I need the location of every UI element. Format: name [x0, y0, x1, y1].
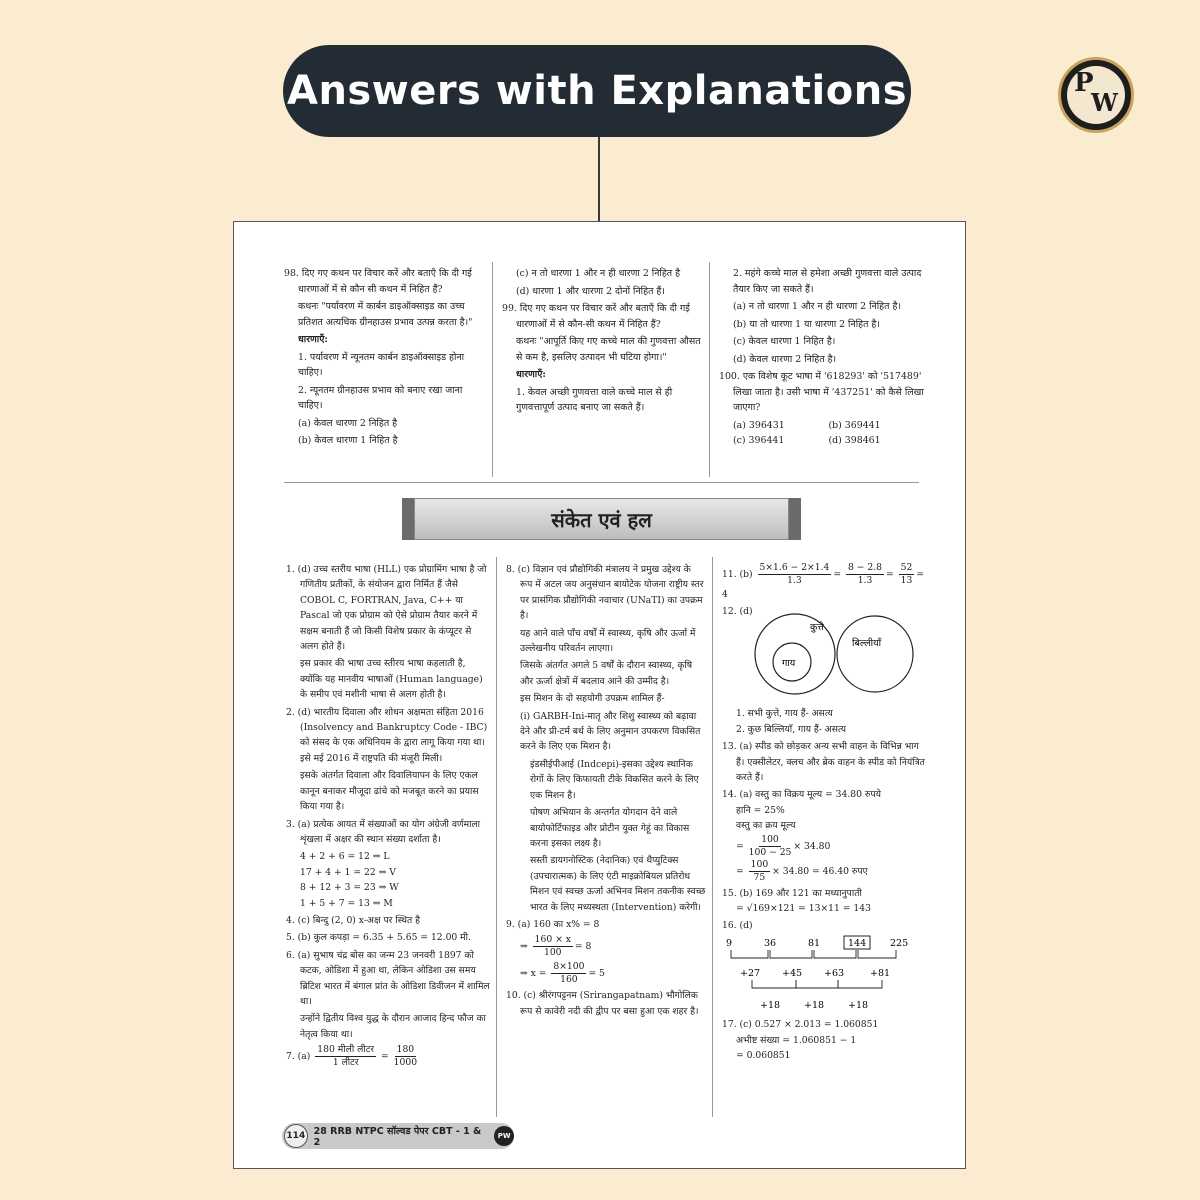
- footer-logo: PW: [494, 1126, 514, 1146]
- page-number: 114: [284, 1124, 308, 1148]
- ans-9: 9. (a) 160 का x% = 8: [506, 918, 600, 930]
- ans-8-p6: इंडसीईपीआई (Indcepi)-इसका उद्देश्य स्थानिक रोगों के लिए किफायती टीके विकसित करने के लिए एक मिशन है।: [530, 758, 699, 801]
- ans-14-eq2: = $\frac{100}{75}$ × 34.80 = 46.40 रुपए: [736, 858, 868, 883]
- ans-12-venn: [722, 604, 927, 706]
- q98-assumptions-label: धारणाएँ:: [298, 334, 328, 345]
- ans-14-r1: × 34.80: [793, 840, 831, 852]
- ans-14-n2: 100: [750, 858, 769, 870]
- q99-opt-c: (c) केवल धारणा 1 निहित है।: [733, 336, 836, 347]
- second-diff-3: +18: [848, 999, 869, 1011]
- venn-diagram: [722, 604, 922, 706]
- ans-14-l3: वस्तु का क्रय मूल्य: [736, 820, 796, 832]
- ans-15-l1: 15. (b) 169 और 121 का मध्यानुपाती: [722, 887, 862, 899]
- ans-3-eq2: 17 + 4 + 1 = 22 ⇒ V: [300, 866, 396, 878]
- ans-9-eq2: ⇒ x = $\frac{8\times 100}{160}$ = 5: [520, 961, 605, 986]
- cow-label: गाय: [782, 658, 796, 670]
- answers-divider-2: [712, 557, 713, 1117]
- footer-title: 28 RRB NTPC सॉल्वड पेपर CBT - 1 & 2: [313, 1126, 482, 1148]
- ans-11: 11. (b) $\frac{5\times 1.6 - 2\times 1.4}{1.3}$ = $\frac{8 - 2.8}{1.3}$ = $\frac{52}{13}$ = 4: [722, 562, 925, 600]
- ans-6: 6. (a) सुभाष चंद्र बोस का जन्म 23 जनवरी 1897 को कटक, ओडिशा में हुआ था, लेकिन ओडिशा उस समय ब्रिटिश भारत में बंगाल प्रांत के ओडिशा डिवीजन में शामिल था।: [286, 949, 490, 1007]
- ans-14-n1: 100: [761, 833, 779, 845]
- q100-opt-d: (d) 398461: [828, 435, 881, 446]
- ans-8-p2: यह आने वाले पाँच वर्षों में स्वास्थ्य, कृषि और ऊर्जा में उल्लेखनीय परिवर्तन लाएगा।: [520, 627, 696, 655]
- ribbon-left-edge: [402, 498, 414, 540]
- q98-opt-c: (c) न तो धारणा 1 और न ही धारणा 2 निहित है: [516, 268, 681, 279]
- dog-label: कुत्ते: [810, 622, 824, 634]
- page-footer: [282, 1123, 514, 1149]
- ans-14-d1: 100 − 25: [748, 846, 792, 858]
- ans-7: 7. (a) $\frac{\text{180 मीली लीटर}}{\text{1 लीटर}}$ = $\frac{180}{1000}$: [286, 1044, 418, 1069]
- second-diff-1: +18: [760, 999, 781, 1011]
- cat-circle: [837, 616, 913, 692]
- ans-9-num2: 8×100: [553, 961, 585, 973]
- series-diagram: [722, 934, 927, 1012]
- ans-7-prefix: 7. (a): [286, 1051, 311, 1063]
- ans-14-d2: 75: [753, 871, 766, 883]
- connector-line: [598, 137, 600, 231]
- ans-3-eq3: 8 + 12 + 3 = 23 ⇒ W: [300, 882, 399, 894]
- term-3: 81: [808, 937, 821, 949]
- ans-14-eq1: = $\frac{100}{100 - 25}$ × 34.80: [736, 833, 831, 858]
- ans-9-den2: 160: [560, 974, 578, 986]
- banner-title: Answers with Explanations: [287, 68, 907, 114]
- ans-9-den1: 100: [543, 947, 562, 959]
- top-col-3: [719, 266, 924, 449]
- ans-1: 1. (d) उच्च स्तरीय भाषा (HLL) एक प्रोग्रामिंग भाषा है जो गणितीय प्रतीकों, के संयोजन द्वारा निर्मित हैं जैसे COBOL C, FORTRAN, Java, C++ या Pascal जो एक प्रोग्राम को ऐसे प्रोग्राम तैयार करने में सक्षम बनाती हैं जो किसी विशेष प्रकार के कंप्यूटर से अलग होते हैं।: [286, 564, 487, 653]
- diff-2: +45: [782, 967, 803, 979]
- ans-11-n1: 5×1.6 − 2×1.4: [759, 562, 830, 573]
- ans-1-cont: इस प्रकार की भाषा उच्च स्तीरय भाषा कहलाती है, क्योंकि यह मानवीय भाषाओं (Human language) के समीप एवं मशीनी भाषा से अलग होती है।: [300, 658, 483, 701]
- top-col-2: [502, 266, 704, 418]
- ans-8-p4: इस मिशन के दो सहयोगी उपक्रम शामिल हैं-: [520, 693, 665, 705]
- ans-11-d1: 1.3: [787, 575, 802, 586]
- ans-7-den1: 1 लीटर: [332, 1057, 359, 1069]
- q98-opt-b: (b) केवल धारणा 1 निहित है: [298, 435, 398, 446]
- q99-opt-b: (b) या तो धारणा 1 या धारणा 2 निहित है।: [733, 318, 880, 330]
- q98-statement: कथनः "पर्यावरण में कार्बन डाइऑक्साइड का उच्च प्रतिशत अत्यधिक ग्रीनहाउस प्रभाव उत्पन्न करता है।": [298, 301, 473, 328]
- diff-4: +81: [870, 967, 891, 979]
- section-title: संकेत एवं हल: [414, 498, 789, 540]
- ans-7-num2: 180: [396, 1044, 415, 1056]
- q100-options: [719, 418, 924, 449]
- ribbon-right-edge: [789, 498, 801, 540]
- ans-5: 5. (b) कुल कपड़ा = 6.35 + 5.65 = 12.00 मी.: [286, 932, 471, 944]
- ans-15-l2: = √169×121 = 13×11 = 143: [736, 903, 871, 915]
- ans-6-cont: उन्होंने द्वितीय विश्व युद्ध के दौरान आजाद हिन्द फौज का नेतृत्व किया था।: [300, 1013, 486, 1040]
- q99-assumptions-label: धारणाएँ:: [516, 369, 546, 380]
- ans-9-eq1: ⇒ $\frac{160 \times x}{100}$ = 8: [520, 934, 592, 959]
- ans-11-prefix: 11. (b): [722, 569, 753, 580]
- q99-opt-d: (d) केवल धारणा 2 निहित है।: [733, 353, 837, 365]
- q98-opt-d: (d) धारणा 1 और धारणा 2 दोनों निहित हैं।: [516, 285, 665, 297]
- ans-2-cont: इसके अंतर्गत दिवाला और दिवालियापन के लिए एकल कानून बनाकर मौजूदा ढांचे को मजबूत करने का प्रयास किया गया है।: [300, 770, 479, 813]
- term-2: 36: [764, 937, 777, 949]
- q100-opt-c: (c) 396441: [733, 435, 785, 446]
- ans-2: 2. (d) भारतीय दिवाला और शोधन अक्षमता संहिता 2016 (Insolvency and Bankruptcy Code - IBC) को संसद के एक अधिनियम के द्वारा लागू किया गया था। इसे मई 2016 में राष्ट्रपति की मंजूरी मिली।: [286, 706, 488, 764]
- ans-11-d2: 1.3: [857, 575, 873, 586]
- q98-opt-a: (a) केवल धारणा 2 निहित है: [298, 417, 398, 429]
- ans-14-l1: 14. (a) वस्तु का विक्रय मूल्य = 34.80 रुपये: [722, 789, 881, 801]
- ans-8-p7: पोषण अभियान के अन्तर्गत योगदान देने वाले बायोफोर्टिफाइड और प्रोटीन युक्त गेहूं का विकास करना इसका लक्ष्य है।: [530, 807, 690, 849]
- ans-4: 4. (c) बिन्दु (2, 0) x-अक्ष पर स्थित है: [286, 914, 421, 926]
- q99-statement: कथनः "आपूर्ति किए गए कच्चे माल की गुणवत्ता औसत से कम है, इसलिए उत्पादन भी घटिया होगा।": [516, 336, 701, 363]
- second-diff-2: +18: [804, 999, 825, 1011]
- q99-a2: 2. महंगे कच्चे माल से हमेशा अच्छी गुणवत्ता वाले उत्पाद तैयार किए जा सकते हैं।: [733, 268, 922, 295]
- answers-col-2: [506, 562, 706, 1021]
- ans-17-l2: अभीष्ट संख्या = 1.060851 − 1: [736, 1034, 857, 1046]
- top-divider-1: [492, 262, 493, 477]
- answers-divider-1: [496, 557, 497, 1117]
- ans-12-prefix: 12. (d): [722, 606, 753, 618]
- answers-col-3: [722, 562, 927, 1064]
- q100-opt-a: (a) 396431: [733, 419, 785, 431]
- ans-16-prefix: 16. (d): [722, 920, 753, 932]
- ans-10: 10. (c) श्रीरंगपट्टनम (Srirangapatnam) भौगोलिक रूप से कावेरी नदी की द्वीप पर बसा हुआ एक शहर है।: [506, 990, 699, 1017]
- ans-13: 13. (a) स्पीड को छोड़कर अन्य सभी वाहन के विभिन्न भाग हैं। एक्सीलेटर, क्लच और ब्रेक वाहन के स्पीड को नियंत्रित करते हैं।: [722, 741, 925, 784]
- logo-p: P: [1074, 68, 1094, 98]
- term-5: 225: [890, 937, 909, 949]
- q99-opt-a: (a) न तो धारणा 1 और न ही धारणा 2 निहित है।: [733, 301, 902, 312]
- ans-11-d3: 13: [900, 575, 913, 586]
- ans-8-p5: (i) GARBH-Ini-मातृ और शिशु स्वास्थ्य को बढ़ावा देने और प्री-टर्म बर्थ के लिए अनुमान उपकरण विकसित करने के लिए एक मिशन है।: [520, 710, 701, 753]
- ans-12-l2: 2. कुछ बिल्लियाँ, गाय हैं- असत्य: [736, 723, 846, 735]
- book-page: [233, 221, 966, 1169]
- q98-text: 98. दिए गए कथन पर विचार करें और बताएँ कि दी गई धारणाओं में से कौन सी कथन में निहित हैं?: [284, 268, 472, 295]
- q98-a2: 2. न्यूनतम ग्रीनहाउस प्रभाव को बनाए रखा जाना चाहिए।: [298, 384, 463, 411]
- ans-11-n2: 8 − 2.8: [848, 562, 882, 573]
- ans-7-den2: 1000: [393, 1057, 418, 1069]
- ans-9-num1: 160 × x: [534, 934, 571, 946]
- q99-a1: 1. केवल अच्छी गुणवत्ता वाले कच्चे माल से ही गुणवत्तापूर्ण उत्पाद बनाए जा सकते हैं।: [516, 386, 673, 413]
- cat-label: बिल्लीयाँ: [852, 638, 882, 650]
- ans-14-r2: × 34.80 = 46.40 रुपए: [772, 865, 868, 877]
- diff-3: +63: [824, 967, 845, 979]
- ans-12-l1: 1. सभी कुत्ते, गाय हैं- असत्य: [736, 708, 833, 720]
- q98-a1: 1. पर्यावरण में न्यूनतम कार्बन डाइऑक्साइड होना चाहिए।: [298, 351, 465, 378]
- ans-11-n3: 52: [900, 562, 913, 573]
- term-4: 144: [848, 937, 867, 949]
- pw-logo: [1058, 57, 1134, 133]
- top-divider-2: [709, 262, 710, 477]
- q100-opt-b: (b) 369441: [828, 419, 881, 431]
- diff-1: +27: [740, 967, 761, 979]
- ans-8-p3: जिसके अंतर्गत अगले 5 वर्षों के दौरान स्वास्थ्य, कृषि और ऊर्जा क्षेत्रों में बदलाव आने की उम्मीद है।: [520, 660, 693, 687]
- top-col-1: [284, 266, 487, 451]
- ans-11-result: = 4: [722, 569, 925, 600]
- q100-text: 100. एक विशेष कूट भाषा में '618293' को '517489' लिखा जाता है। उसी भाषा में '437251' को कैसे लिखा जाएगा?: [719, 371, 924, 413]
- ans-3-eq4: 1 + 5 + 7 = 13 ⇒ M: [300, 897, 393, 909]
- ans-8: 8. (c) विज्ञान एवं प्रौद्योगिकी मंत्रालय ने प्रमुख उद्देश्य के रूप में अटल जय अनुसंधान बायोटेक योजना राष्ट्रीय स्तर पर प्रासंगिक प्रौद्योगिकी नवाचार (UNaTI) का उपक्रम है।: [506, 564, 704, 622]
- ans-3: 3. (a) प्रत्येक आयत में संख्याओं का योग अंग्रेजी वर्णमाला शृंखला में अक्षर की स्थान संख्या दर्शाता है।: [286, 818, 481, 845]
- answers-banner: [283, 45, 911, 137]
- ans-8-p8: सस्ती डायगनोस्टिक (नेदानिक) एवं थैप्युटिक्स (उपचारात्मक) के लिए एंटी माइक्रोबियल प्रतिरोध मिशन एवं स्वच्छ ऊर्जा अभिनव मिशन तकनीक स्वच्छ भारत के लिए मध्यस्थता (Intervention) करेगी।: [530, 855, 706, 913]
- q99-text: 99. दिए गए कथन पर विचार करें और बताएँ कि दी गई धारणाओं में से कौन-सी कथन में निहित हैं?: [502, 303, 690, 330]
- answers-col-1: [286, 562, 490, 1071]
- ans-17-l1: 17. (c) 0.527 × 2.013 = 1.060851: [722, 1019, 879, 1031]
- ans-17-l3: = 0.060851: [736, 1050, 791, 1062]
- ans-14-l2: हानि = 25%: [736, 804, 785, 816]
- logo-w: W: [1091, 88, 1118, 117]
- section-rule: [284, 482, 919, 483]
- term-1: 9: [726, 937, 733, 949]
- ans-3-eq1: 4 + 2 + 6 = 12 ⇒ L: [300, 851, 390, 863]
- ans-7-num1: 180 मीली लीटर: [317, 1044, 375, 1056]
